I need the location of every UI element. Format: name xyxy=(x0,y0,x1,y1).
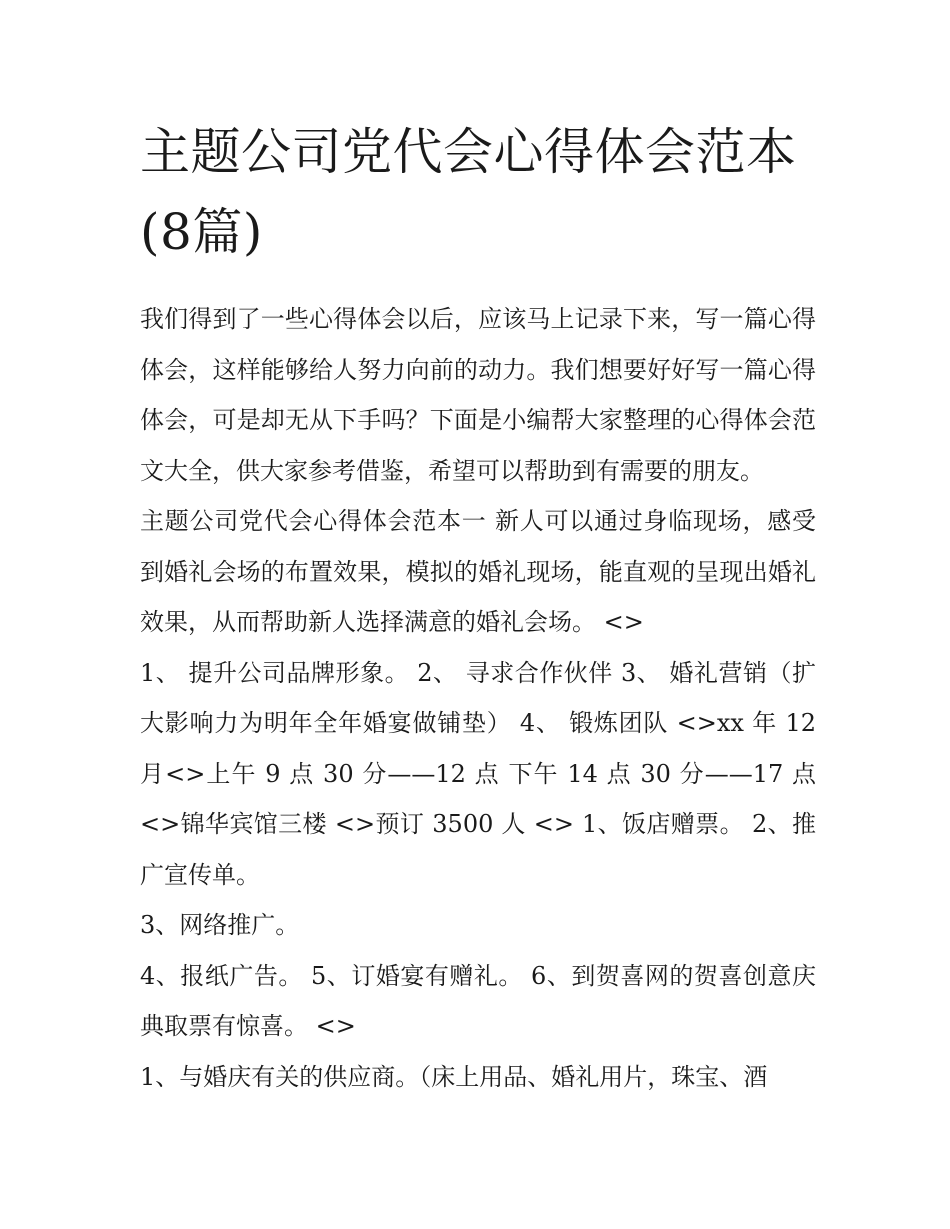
body-paragraph: 主题公司党代会心得体会范本一 新人可以通过身临现场，感受到婚礼会场的布置效果，模拟的婚礼现场，能直观的呈现出婚礼效果，从而帮助新人选择满意的婚礼会场。 <> xyxy=(140,507,816,636)
body-paragraph: 3、网络推广。 xyxy=(140,911,300,939)
intro-paragraph: 我们得到了一些心得体会以后，应该马上记录下来，写一篇心得体会，这样能够给人努力向前的动力。我们想要好好写一篇心得体会，可是却无从下手吗？下面是小编帮大家整理的心得体会范文大全，供大家参考借鉴，希望可以帮助到有需要的朋友。 xyxy=(140,305,816,485)
document-page xyxy=(140,112,816,1102)
body-paragraph: 1、与婚庆有关的供应商。（床上用品、婚礼用片，珠宝、酒 xyxy=(140,1062,768,1091)
body-paragraph: 4、报纸广告。 5、订婚宴有赠礼。 6、到贺喜网的贺喜创意庆典取票有惊喜。 <> xyxy=(140,961,816,1040)
body-paragraph: 1、 提升公司品牌形象。 2、 寻求合作伙伴 3、 婚礼营销（扩大影响力为明年全年婚宴做铺垫） 4、 锻炼团队 <>xx 年 12 月<>上午 9 点 30 分——12 点 下午 14 点 30 分——17 点 <>锦华宾馆三楼 <>预订 3500 人 <> 1、饭店赠票。 2、推广宣传单。 xyxy=(140,658,816,889)
document-title: 主题公司党代会心得体会范本(8篇) xyxy=(140,123,797,261)
